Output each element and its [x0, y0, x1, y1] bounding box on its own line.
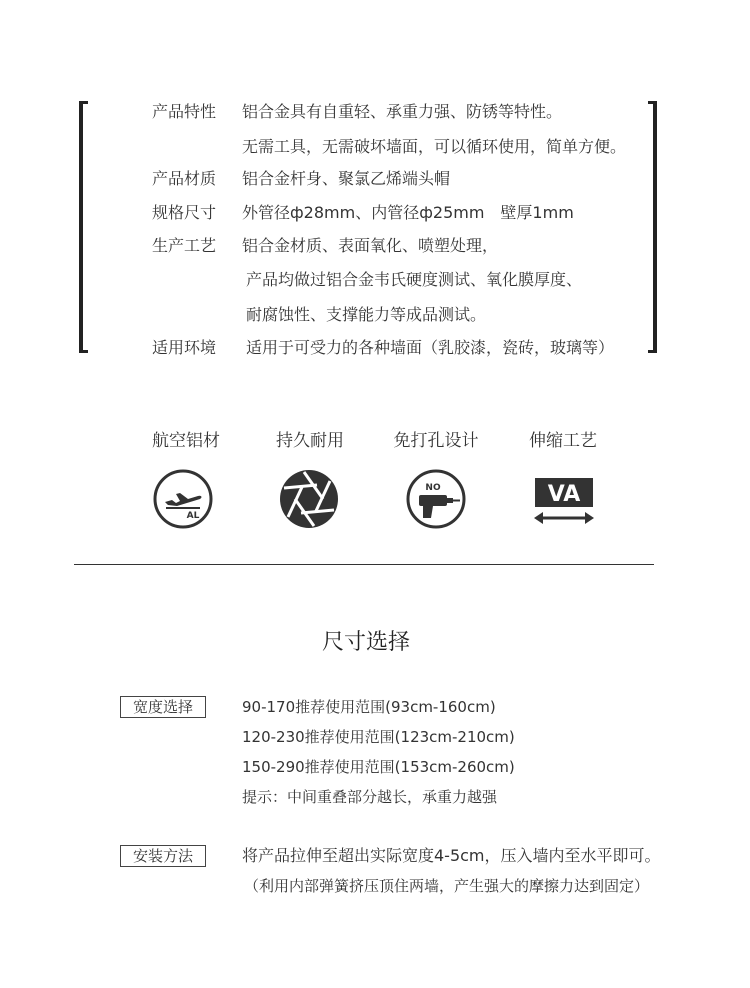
feature-aviation-aluminum-label: 航空铝材 [152, 431, 220, 451]
al-badge-text: AL [186, 511, 200, 521]
process-label: 生产工艺 [152, 236, 217, 255]
install-line-2: （利用内部弹簧挤压顶住两墙，产生强大的摩擦力达到固定） [244, 877, 650, 895]
size-tip: 提示：中间重叠部分越长，承重力越强 [242, 788, 498, 806]
environment-label: 适用环境 [152, 338, 217, 357]
material-label: 产品材质 [152, 169, 217, 188]
features-line-1: 铝合金具有自重轻、承重力强、防锈等特性。 [242, 102, 563, 121]
install-line-1: 将产品拉伸至超出实际宽度4-5cm，压入墙内至水平即可。 [242, 846, 661, 865]
material-value: 铝合金杆身、聚氯乙烯端头帽 [242, 169, 451, 188]
process-line-1: 铝合金材质、表面氧化、喷塑处理， [242, 236, 499, 255]
no-drill-icon [405, 468, 467, 530]
va-badge-text: VA [547, 482, 581, 507]
process-line-3: 耐腐蚀性、支撑能力等成品测试。 [246, 305, 487, 324]
install-method-label: 安装方法 [120, 845, 206, 867]
no-badge-text: NO [425, 483, 441, 493]
right-bracket [648, 101, 657, 353]
size-option-3: 150-290推荐使用范围(153cm-260cm) [242, 758, 515, 776]
size-option-1: 90-170推荐使用范围(93cm-160cm) [242, 698, 496, 716]
features-label: 产品特性 [152, 102, 217, 121]
size-value: 外管径ф28mm、内管径ф25mm 壁厚1mm [242, 203, 574, 222]
airplane-al-icon [152, 468, 214, 530]
feature-no-drill-label: 免打孔设计 [393, 431, 479, 451]
size-option-2: 120-230推荐使用范围(123cm-210cm) [242, 728, 515, 746]
aperture-icon [278, 468, 340, 530]
features-line-2: 无需工具，无需破坏墙面，可以循环使用，简单方便。 [242, 137, 627, 156]
left-bracket [79, 101, 88, 353]
size-section-title: 尺寸选择 [321, 630, 410, 655]
telescopic-va-icon [532, 468, 596, 530]
width-selection-label: 宽度选择 [120, 696, 206, 718]
section-divider [74, 564, 654, 565]
process-line-2: 产品均做过铝合金韦氏硬度测试、氧化膜厚度、 [246, 270, 583, 289]
feature-telescopic-label: 伸缩工艺 [529, 431, 597, 451]
feature-durable-label: 持久耐用 [276, 431, 344, 451]
environment-value: 适用于可受力的各种墙面（乳胶漆，瓷砖，玻璃等） [246, 338, 615, 357]
size-label: 规格尺寸 [152, 203, 217, 222]
